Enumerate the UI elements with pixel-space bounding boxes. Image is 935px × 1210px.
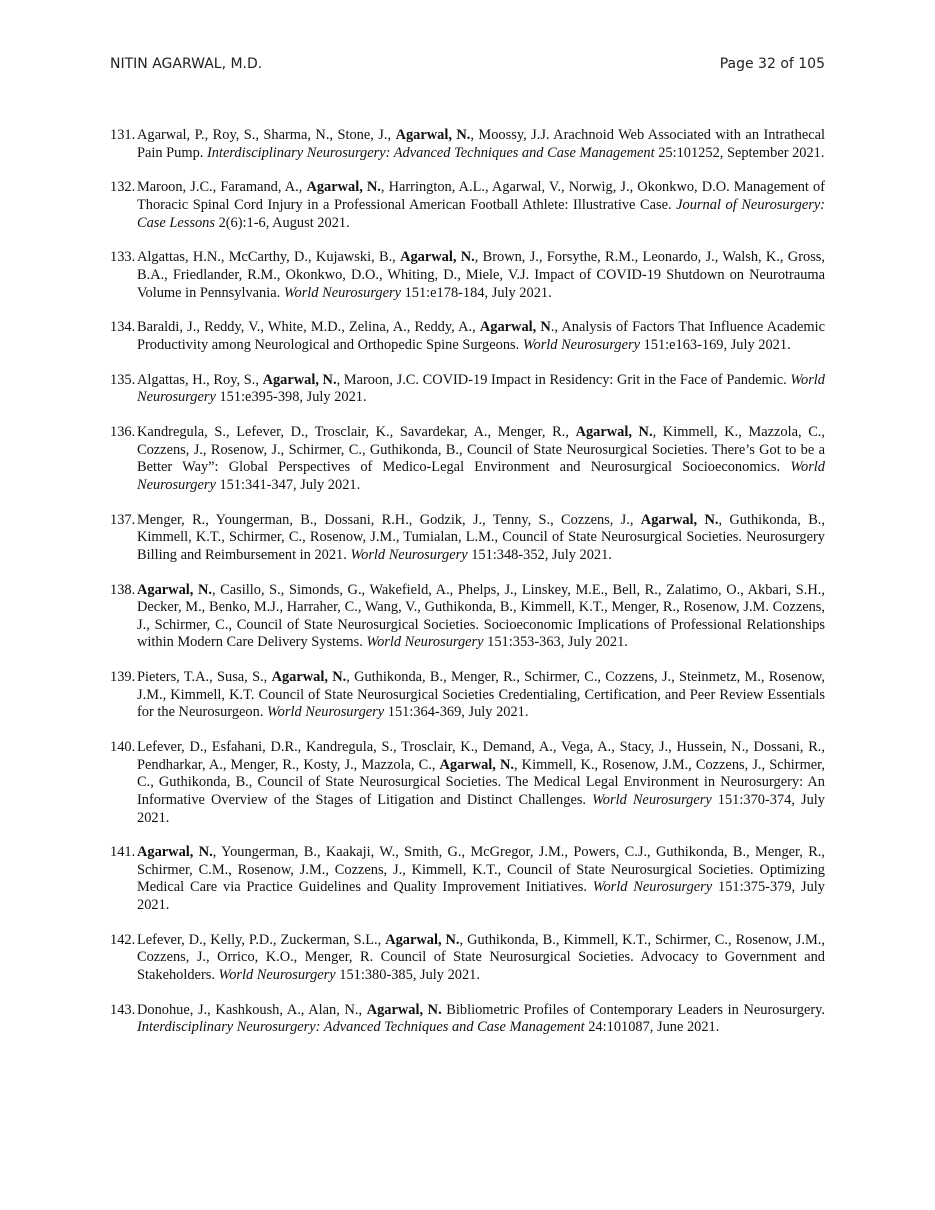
reference-item — [110, 127, 825, 162]
reference-title: , Youngerman, B., Kaakaji, W., Smith, G., McGregor, J.M., Powers, C.J., Guthikonda, B., Menger, R., Schirmer, C.M., Rosenow, J.M., Cozzens, J., Kimmell, K.T., Council of State Neurosurgical Societies. Optimizing Medical Care via Practice Guidelines and Quality Improvement Initiatives. — [137, 844, 825, 896]
reference-authors: Pieters, T.A., Susa, S., — [137, 669, 272, 686]
reference-number: 135. — [110, 371, 136, 388]
reference-authors: Lefever, D., Esfahani, D.R., Kandregula, S., Trosclair, K., Demand, A., Vega, A., Stacy, J., Hussein, N., Dossani, R., Pendharkar, A., Menger, R., Kosty, J., Mazzola, C., — [137, 739, 825, 773]
reference-number: 137. — [110, 511, 136, 528]
highlighted-author: Agarwal, N. — [395, 127, 471, 143]
journal-name: Interdisciplinary Neurosurgery: Advanced Techniques and Case Management — [137, 1019, 585, 1036]
reference-list — [110, 127, 825, 1054]
reference-item — [110, 179, 825, 232]
highlighted-author: Agarwal, N. — [271, 669, 347, 686]
reference-title: ., Analysis of Factors That Influence Academic Productivity among Neurological and Orthopedic Spine Surgeons. — [137, 319, 825, 353]
reference-title: Bibliometric Profiles of Contemporary Leaders in Neurosurgery. — [441, 1001, 825, 1018]
reference-citation: 151:348-352, July 2021. — [467, 546, 612, 563]
reference-citation: 24:101087, June 2021. — [584, 1019, 720, 1036]
reference-number: 139. — [110, 669, 136, 686]
reference-number: 143. — [110, 1001, 136, 1018]
reference-citation: 151:341-347, July 2021. — [215, 476, 361, 493]
reference-title: , Guthikonda, B., Kimmell, K.T., Schirmer, C., Rosenow, J.M., Tumialan, L.M., Council of State Neurosurgical Societies. Neurosurgery Billing and Reimbursement in 2021. — [137, 511, 826, 563]
reference-authors: Donohue, J., Kashkoush, A., Alan, N., — [137, 1001, 367, 1018]
page-header — [110, 56, 825, 78]
reference-title: , Kimmell, K., Rosenow, J.M., Cozzens, J., Schirmer, C., Guthikonda, B., Council of State Neurosurgical Societies. The Medical Legal Environment in Neurosurgery: An Informative Overview of the Stages of Litigation and Distinct Challenges. — [137, 756, 825, 808]
journal-name: World Neurosurgery — [137, 371, 825, 406]
reference-citation: 151:364-369, July 2021. — [384, 704, 529, 721]
reference-title: , Brown, J., Forsythe, R.M., Leonardo, J., Walsh, K., Gross, B.A., Friedlander, R.M., Okonkwo, D.O., Whiting, D., Miele, V.J. Impact of COVID-19 Shutdown on Neurotrauma Volume in Pennsylvania. — [137, 249, 825, 301]
journal-name: World Neurosurgery — [592, 791, 712, 808]
reference-citation: 2(6):1-6, August 2021. — [214, 214, 350, 231]
reference-number: 133. — [110, 249, 136, 266]
reference-title: , Moossy, J.J. Arachnoid Web Associated with an Intrathecal Pain Pump. — [137, 127, 825, 161]
journal-name: World Neurosurgery — [283, 284, 401, 301]
reference-citation: 151:380-385, July 2021. — [335, 967, 480, 984]
reference-citation: 151:370-374, July 2021. — [137, 791, 825, 826]
reference-number: 140. — [110, 739, 136, 756]
reference-item — [110, 319, 825, 354]
reference-title: , Maroon, J.C. COVID-19 Impact in Residency: Grit in the Face of Pandemic. — [336, 371, 791, 388]
reference-title: , Kimmell, K., Mazzola, C., Cozzens, J., Rosenow, J., Schirmer, C., Guthikonda, B., Council of State Neurosurgical Societies. There’s Got to be a Better Way”: Global Perspectives of Medico-Legal Environment and Neurosurgical Socioeconomics. — [137, 424, 825, 476]
reference-authors: Menger, R., Youngerman, B., Dossani, R.H., Godzik, J., Tenny, S., Cozzens, J., — [137, 511, 641, 528]
author-name: NITIN AGARWAL, M.D. — [110, 56, 263, 72]
reference-number: 131. — [110, 127, 136, 143]
journal-name: World Neurosurgery — [592, 879, 713, 896]
reference-number: 138. — [110, 581, 136, 598]
journal-name: World Neurosurgery — [350, 546, 468, 563]
reference-citation: 25:101252, September 2021. — [654, 144, 825, 161]
highlighted-author: Agarwal, N. — [640, 511, 719, 528]
reference-number: 141. — [110, 844, 136, 861]
highlighted-author: Agarwal, N. — [306, 179, 381, 196]
reference-item — [110, 512, 825, 565]
reference-citation: 151:e395-398, July 2021. — [215, 389, 367, 406]
reference-item — [110, 669, 825, 722]
reference-authors: Maroon, J.C., Faramand, A., — [137, 179, 307, 196]
reference-citation: 151:e163-169, July 2021. — [639, 336, 791, 353]
reference-number: 134. — [110, 319, 136, 336]
reference-item — [110, 932, 825, 985]
reference-number: 132. — [110, 179, 136, 196]
highlighted-author: Agarwal, N. — [137, 844, 213, 861]
highlighted-author: Agarwal, N. — [439, 756, 514, 773]
reference-authors: Algattas, H., Roy, S., — [137, 371, 263, 388]
reference-item — [110, 249, 825, 302]
journal-name: World Neurosurgery — [218, 967, 336, 984]
reference-authors: Lefever, D., Kelly, P.D., Zuckerman, S.L., — [137, 931, 386, 948]
reference-title: , Casillo, S., Simonds, G., Wakefield, A., Phelps, J., Linskey, M.E., Bell, R., Zalatimo, O., Akbari, S.H., Decker, M., Benko, M.J., Harraher, C., Wang, V., Guthikonda, B., Kimmell, K.T., Menger, R., Rosenow, J.M. Cozzens, J., Schirmer, C., Council of State Neurosurgical Societies. Socioeconomic Implications of Professional Relationships within Modern Care Delivery Systems. — [137, 581, 825, 651]
reference-number: 136. — [110, 424, 136, 441]
reference-authors: Kandregula, S., Lefever, D., Trosclair, K., Savardekar, A., Menger, R., — [137, 424, 576, 441]
reference-item — [110, 582, 825, 652]
highlighted-author: Agarwal, N. — [262, 371, 337, 388]
reference-item — [110, 844, 825, 914]
journal-name: World Neurosurgery — [137, 459, 825, 493]
journal-name: Interdisciplinary Neurosurgery: Advanced Techniques and Case Management — [206, 144, 655, 161]
reference-item — [110, 424, 825, 494]
highlighted-author: Agarwal, N. — [137, 581, 212, 598]
journal-name: World Neurosurgery — [366, 634, 484, 651]
reference-citation: 151:e178-184, July 2021. — [400, 284, 552, 301]
journal-name: Journal of Neurosurgery: Case Lessons — [137, 196, 825, 231]
journal-name: World Neurosurgery — [522, 336, 640, 353]
reference-citation: 151:353-363, July 2021. — [483, 634, 628, 651]
highlighted-author: Agarwal, N — [479, 319, 551, 336]
reference-citation: 151:375-379, July 2021. — [137, 879, 825, 914]
reference-item — [110, 1002, 825, 1037]
reference-item — [110, 739, 825, 827]
reference-number: 142. — [110, 931, 136, 948]
highlighted-author: Agarwal, N. — [400, 249, 475, 266]
reference-authors: Algattas, H.N., McCarthy, D., Kujawski, B., — [137, 249, 401, 266]
highlighted-author: Agarwal, N. — [385, 931, 460, 948]
page-number: Page 32 of 105 — [719, 56, 825, 72]
reference-title: , Harrington, A.L., Agarwal, V., Norwig, J., Okonkwo, D.O. Management of Thoracic Spinal Cord Injury in a Professional American Football Athlete: Illustrative Case. — [137, 179, 826, 213]
highlighted-author: Agarwal, N. — [366, 1001, 442, 1018]
reference-title: , Guthikonda, B., Menger, R., Schirmer, C., Cozzens, J., Steinmetz, M., Rosenow, J.M., Kimmell, K.T. Council of State Neurosurgical Societies Credentialing, Certification, and Peer Review Essentials for the Neurosurgeon. — [137, 669, 825, 721]
reference-authors: Agarwal, P., Roy, S., Sharma, N., Stone, J., — [137, 127, 396, 143]
journal-name: World Neurosurgery — [267, 704, 385, 721]
reference-title: , Guthikonda, B., Kimmell, K.T., Schirmer, C., Rosenow, J.M., Cozzens, J., Orrico, K.O., Menger, R. Council of State Neurosurgical Societies. Advocacy to Government and Stakeholders. — [137, 931, 825, 984]
reference-authors: Baraldi, J., Reddy, V., White, M.D., Zelina, A., Reddy, A., — [137, 319, 480, 336]
reference-item — [110, 372, 825, 407]
highlighted-author: Agarwal, N. — [575, 424, 653, 441]
